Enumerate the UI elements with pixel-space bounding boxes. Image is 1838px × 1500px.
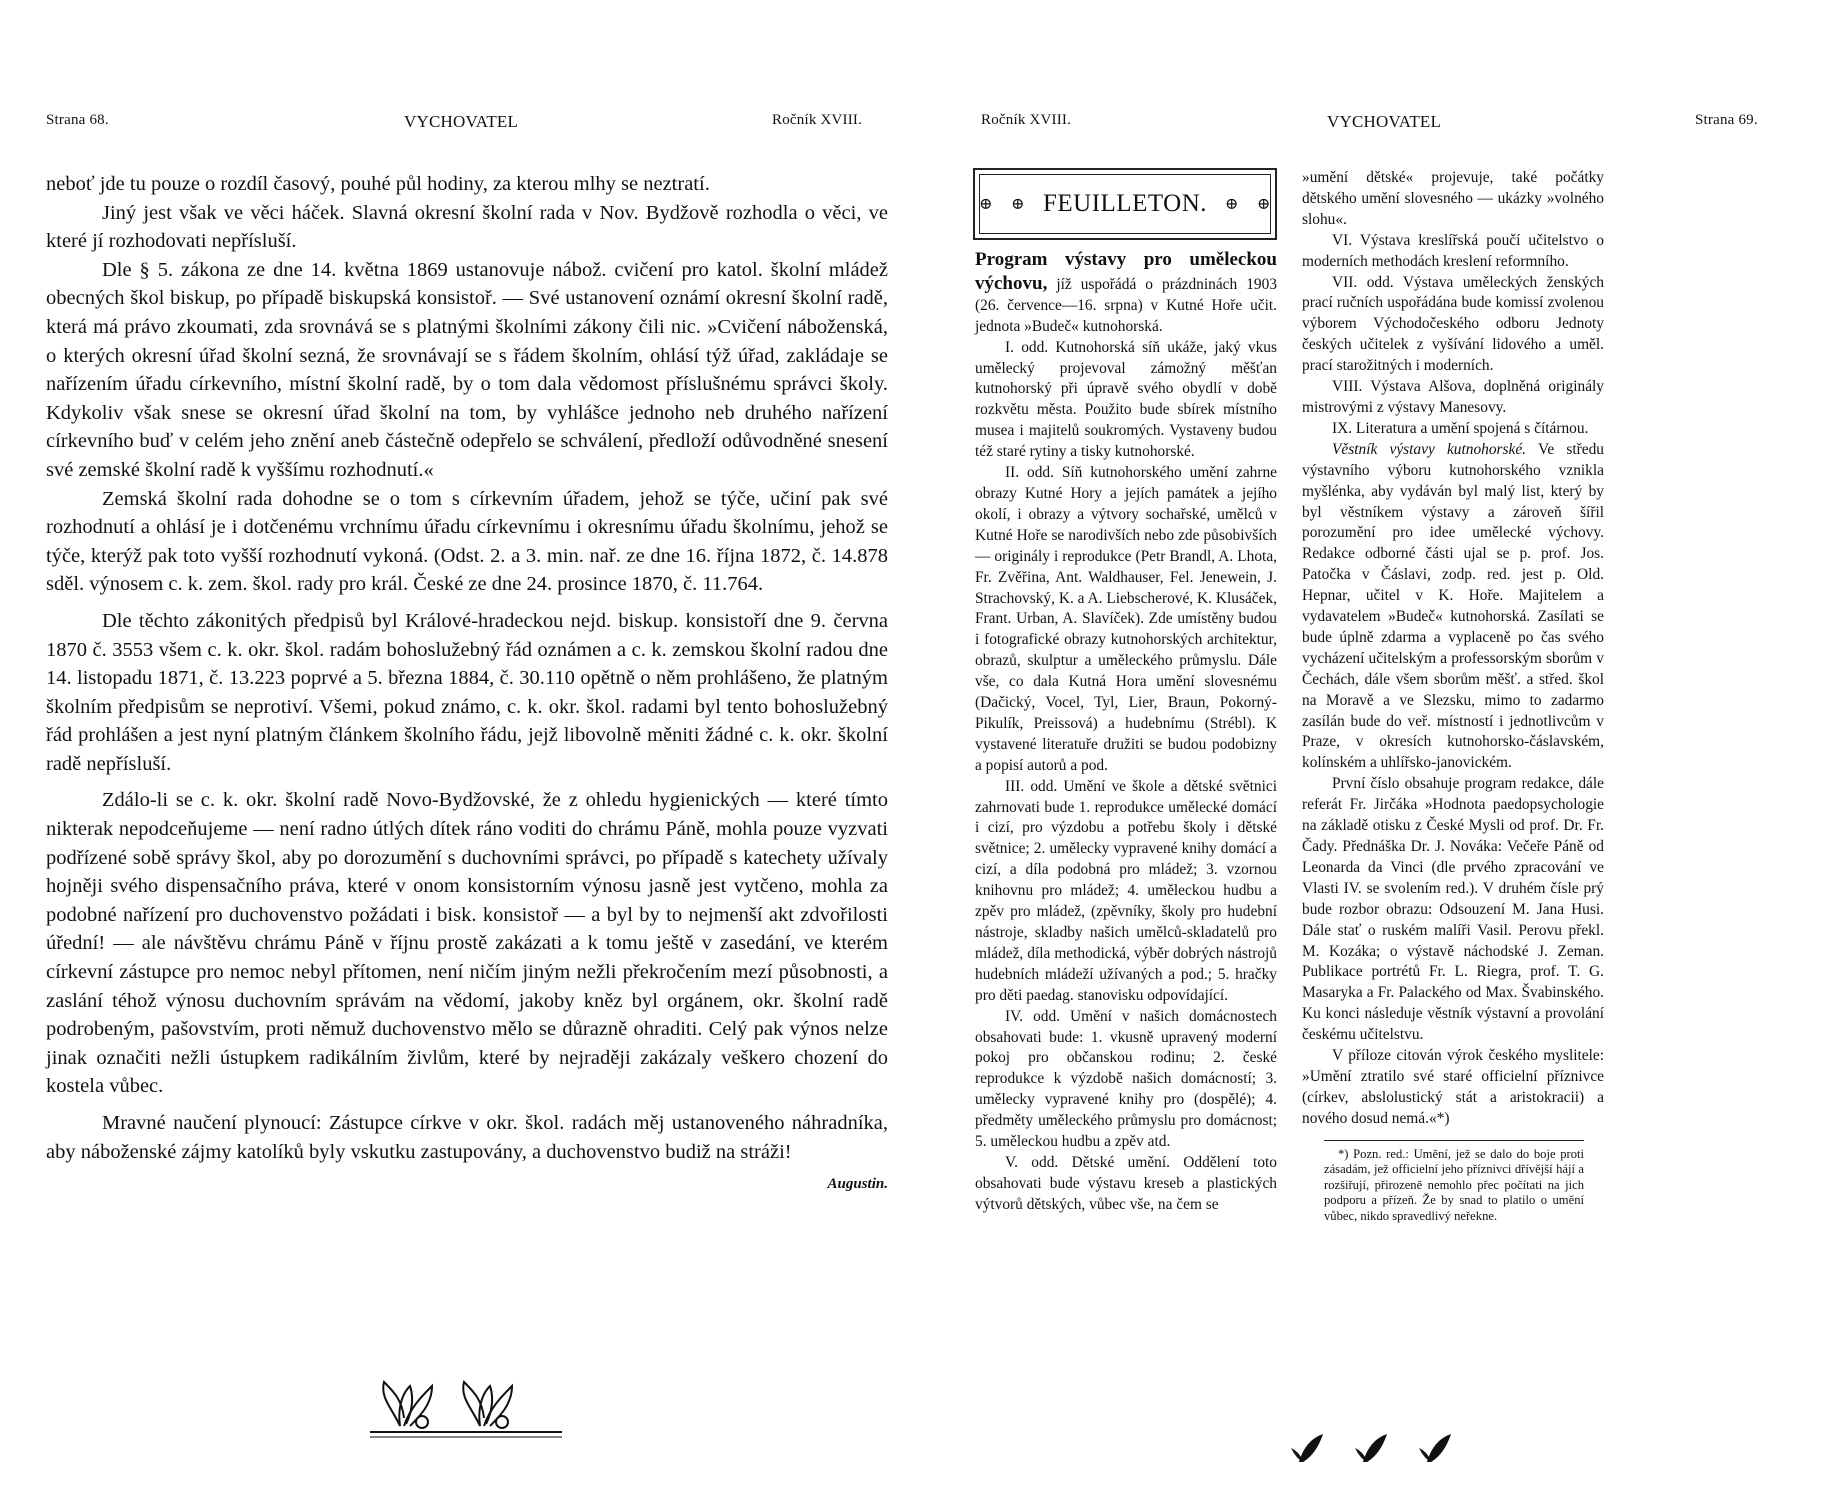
paragraph: Jiný jest však ve věci háček. Slavná okresní školní rada v Nov. Bydžově rozhodla o věci, ve které jí rozhodovati nepřísluší. <box>46 201 888 253</box>
right-column-2 <box>1302 168 1604 1224</box>
right-page-number: Strana 69. <box>1695 112 1758 128</box>
paragraph: VIII. Výstava Alšova, doplněná originály mistrovými z výstavy Manesovy. <box>1302 378 1604 416</box>
bullet-icon: ⊕ <box>1225 196 1239 213</box>
feuilleton-title: FEUILLETON. <box>1042 190 1208 217</box>
feuilleton-box <box>973 168 1277 240</box>
paragraph: II. odd. Síň kutnohorského umění zahrne obrazy Kutné Hory a jejích památek a jejího okolí, i obrazy a výtvory sochařské, umělců v Kutné Hoře se narodivších nebo zde působivších — originály i reprodukce (Petr Brandl, A. Lhota, Fr. Zvěřina, Ant. Waldhauser, Fel. Jenewein, J. Strachovský, K. a A. Liebscherové, K. Klusáček, Frant. Urban, A. Slavíček). Zde umístěny budou i fotografické obrazy kutnohorských architektur, obrazů, skulptur a uměleckého průmyslu. Dále vše, co dala Kutná Hora umění slovesnému (Dačický, Vocel, Tyl, Lier, Braun, Pokorný-Pikulík, Preissová) a hudebnímu (Strébl). K vystavené literatuře družiti se budou podobizny a popisí autorů a pod. <box>975 464 1277 774</box>
right-journal-title: VYCHOVATEL <box>1327 112 1442 131</box>
paragraph: Dle těchto zákonitých předpisů byl Králové-hradeckou nejd. biskup. konsistoří dne 9. června 1870 č. 3553 všem c. k. okr. škol. radám bohoslužebný řád oznámen a c. k. zemskou školní radou dne 14. listopadu 1871, č. 13.223 poprvé a 5. března 1884, č. 30.110 opětně o něm prohlášeno, že platným školním předpisům se neprotiví. Všemi, pokud známo, c. k. okr. škol. radami byl tento bohoslužebný řád prohlášen a jest nyní platným článkem školního řádu, jejž libovolně měniti žádné c. k. okr. školní radě nepřísluší. <box>46 609 888 775</box>
leaf-ornament-icon <box>1289 1428 1469 1468</box>
bullet-icon: ⊕ <box>979 196 994 213</box>
program-title: Program výstavy pro uměleckou výchovu, <box>975 249 1277 294</box>
vestnik-text: Ve středu výstavního výboru kutnohorského vznikla myšlénka, aby vydáván byl malý list, který by byl věstníkem výstavy a zároveň šířil porozumění pro idee umělecké výchovy. Redakce odborné části ujal se p. prof. Jos. Patočka v Čáslavi, zodp. red. jest p. Old. Hepnar, učitel v K. Hoře. Majitelem a vydavatelem »Budeč« kutnohorská. Zasílati se bude úplně zdarma a vyplaceně po čas svého vycházení učitelským a professorským sborům v Čechách, dále všem sborům měšť. a střed. škol na Moravě a ve Slezsku, mimo to zadarmo zasílán bude do veř. místností i jednotlivcům v Praze, v okresích kutnohorsko-čáslavském, kolínském a uhlířsko-janovickém. <box>1302 440 1605 772</box>
bullet-icon: ⊕ <box>1256 196 1271 213</box>
right-volume: Ročník XVIII. <box>981 112 1072 128</box>
paragraph: První číslo obsahuje program redakce, dále referát Fr. Jirčáka »Hodnota paedopsychologie na základě otisku z České Mysli od prof. Dr. Fr. Čady. Přednáška Dr. J. Nováka: Večeře Páně od Leonarda da Vinci (dle prvého zpracování ve Vlasti IV. se svolením red.). V druhém čísle prý bude rozbor obrazu: Odsouzení M. Jana Husi. Dále stať o ruském malíři Vasil. Perovu překl. M. Kozáka; o výstavě náchodské J. Zeman. Publikace portrétů Fr. L. Riegra, prof. T. G. Masaryka a Fr. Palackého od Max. Švabinského. Ku konci následuje věstník výstavní a provolání českému učitelstvu. <box>1302 775 1604 1044</box>
paragraph: »umění dětské« projevuje, také počátky dětského umění slovesného — ukázky »volného slohu«. <box>1302 169 1604 228</box>
floral-ornament-icon <box>370 1368 562 1440</box>
right-column-1 <box>975 248 1277 1216</box>
paragraph: I. odd. Kutnohorská síň ukáže, jaký vkus umělecký projevoval zámožný měšťan kutnohorský při úpravě svého obydlí v době rozkvětu města. Použito bude sbírek místního musea i majitelů soukromých. Vystaveny budou též staré rytiny a tisky kutnohorské. <box>975 338 1277 461</box>
program-intro <box>975 248 1277 338</box>
right-page <box>919 0 1838 1500</box>
left-volume: Ročník XVIII. <box>772 112 863 128</box>
paragraph: VII. odd. Výstava uměleckých ženských prací ručních uspořádána bude komissí zvolenou výborem Východočeského odboru Jednoty českých učitelek z vyšívání lidového a uměl. prací starožitných i moderních. <box>1302 273 1604 375</box>
vestnik-title: Věstník výstavy kutnohorské. <box>1332 440 1527 458</box>
program-intro-text: jíž uspořádá o prázdninách 1903 (26. července—16. srpna) v Kutné Hoře učit. jednota »Budeč« kutnohorská. <box>975 275 1277 335</box>
paragraph: V. odd. Dětské umění. Oddělení toto obsahovati bude výstavu kreseb a plastických výtvorů dětských, vůbec vše, na čem se <box>975 1153 1277 1213</box>
left-article <box>46 170 888 1199</box>
paragraph: Mravné naučení plynoucí: Zástupce církve v okr. škol. radách měj ustanoveného náhradníka, aby náboženské zájmy katolíků byly vskutku zastupovány, a duchovenstvo budiž na stráži! <box>46 1112 888 1163</box>
footnote-text: *) Pozn. red.: Umění, jež se dalo do boje proti zásadám, jež officielní jeho příznivci dřívější hájí a rozšiřují, přirozeně nemohlo přec počítati na jich podporu a přízeň. Že by snad to platilo o umění vůbec, nikdo spravedlivý neřekne. <box>1324 1146 1584 1223</box>
paragraph: neboť jde tu pouze o rozdíl časový, pouhé půl hodiny, za kterou mlhy se neztratí. <box>46 173 710 195</box>
paragraph: IX. Literatura a umění spojená s čítárnou. <box>1332 419 1589 437</box>
vestnik-paragraph <box>1302 440 1604 775</box>
paragraph: IV. odd. Umění v našich domácnostech obsahovati bude: 1. vkusně upravený moderní pokoj pro občanskou rodinu; 2. české reprodukce k výzdobě našich domácností; 3. umělecky vypravené knihy pro (dospělé); 4. předměty uměleckého průmyslu pro domácnost; 5. uměleckou hudbu a zpěv atd. <box>975 1007 1277 1151</box>
paragraph: III. odd. Umění ve škole a dětské světnici zahrnovati bude 1. reprodukce umělecké domácí i cizí, pro výzdobu a potřebu školy i dětské světnice; 2. umělecky vypravené knihy domácí a cizí, a díla podobná pro mládež; 3. vzornou knihovnu pro mládež; 4. uměleckou hudbu a zpěv pro mládež, (zpěvníky, školy pro hudební nástroje, skladby našich umělců-skladatelů pro mládež, díla methodická, výběr dobrých nástrojů hudebních mládeží užívaných a pod.; 5. hračky pro děti paedag. stanovisku odpovídající. <box>975 777 1277 1004</box>
paragraph: VI. Výstava kreslířská poučí učitelstvo o moderních methodách kreslení reformního. <box>1302 231 1604 270</box>
left-journal-title: VYCHOVATEL <box>404 112 519 131</box>
paragraph: Zemská školní rada dohodne se o tom s církevním úřadem, jehož se týče, učiní pak své rozhodnutí a ohlásí je i dotčenému vrchnímu úřadu církevnímu i okresnímu úřadu školnímu, jehož se týče, kterýž pak toto vyšší rozhodnutí vykoná. (Odst. 2. a 3. min. nař. ze dne 16. října 1872, č. 14.878 sděl. výnosem c. k. zem. škol. rady pro král. České ze dne 24. prosince 1870, č. 11.764. <box>46 487 888 596</box>
bullet-icon: ⊕ <box>1011 196 1025 213</box>
author-signature: Augustin. <box>827 1176 888 1193</box>
paragraph: Zdálo-li se c. k. okr. školní radě Novo-Bydžovské, že z ohledu hygienických — které tímto nikterak nepodceňujeme — není radno útlých dítek ráno voditi do chrámu Páně, mohla pouze vyzvati podřízené sobě správy škol, aby po dorozumění s duchovními správci, po případě s katechety užívaly hojněji svého dispensačního práva, které v onom konsistorním výnosu jasně jest vytčeno, mohla za podobné nařízení pro duchovenstvo požádati i bisk. konsistoř — a byl by to nejmenší akt zdvořilosti úřední! — ale návštěvu chrámu Páně v říjnu prostě zakázati a k tomu ještě v zasedání, ve kterém církevní zástupce pro nemoc nebyl přítomen, není ničím jiným nežli překročením mezí působnosti, a zaslání téhož výnosu duchovním správám na vědomí, jakoby kněz byl orgánem, okr. školní radě podrobeným, pašovstvím, proti němuž duchovenstvo mělo se důrazně ohraditi. Celý pak výnos nelze jinak označiti nežli ústupkem radikálním živlům, které by nejraději zakázaly veškero chození do kostela vůbec. <box>46 789 888 1098</box>
paragraph: V příloze citován výrok českého myslitele: »Umění ztratilo své staré officielní příznivce (církev, abslolustický stát a aristokracii) a nového dosud nemá.«*) <box>1302 1047 1604 1127</box>
paragraph: Dle § 5. zákona ze dne 14. května 1869 ustanovuje nábož. cvičení pro katol. školní mládež obecných škol biskup, po případě biskupská konsistoř. — Své ustanovení oznámí okresní školní radě, která má právo zkoumati, zda srovnává se s platnými školními zákony čili nic. »Cvičení náboženská, o kterých okresní úřad školní sezná, že srovnávají se s řádem školním, ohlásí týž úřad, zakládaje se nařízením úřadu církevního, místní školní radě, by o tom dala vědomost příslušnému správci školy. Kdykoliv však snese se okresní úřad školní na tom, by vyhlášce jednoho neb druhého nařízení církevního buď v celém jeho znění aneb částečně odepřelo se schválení, předloží odůvodněné snesení své zemské školní radě k vyššímu rozhodnutí.« <box>46 258 888 481</box>
footnote <box>1324 1140 1584 1225</box>
left-page-number: Strana 68. <box>46 112 109 128</box>
